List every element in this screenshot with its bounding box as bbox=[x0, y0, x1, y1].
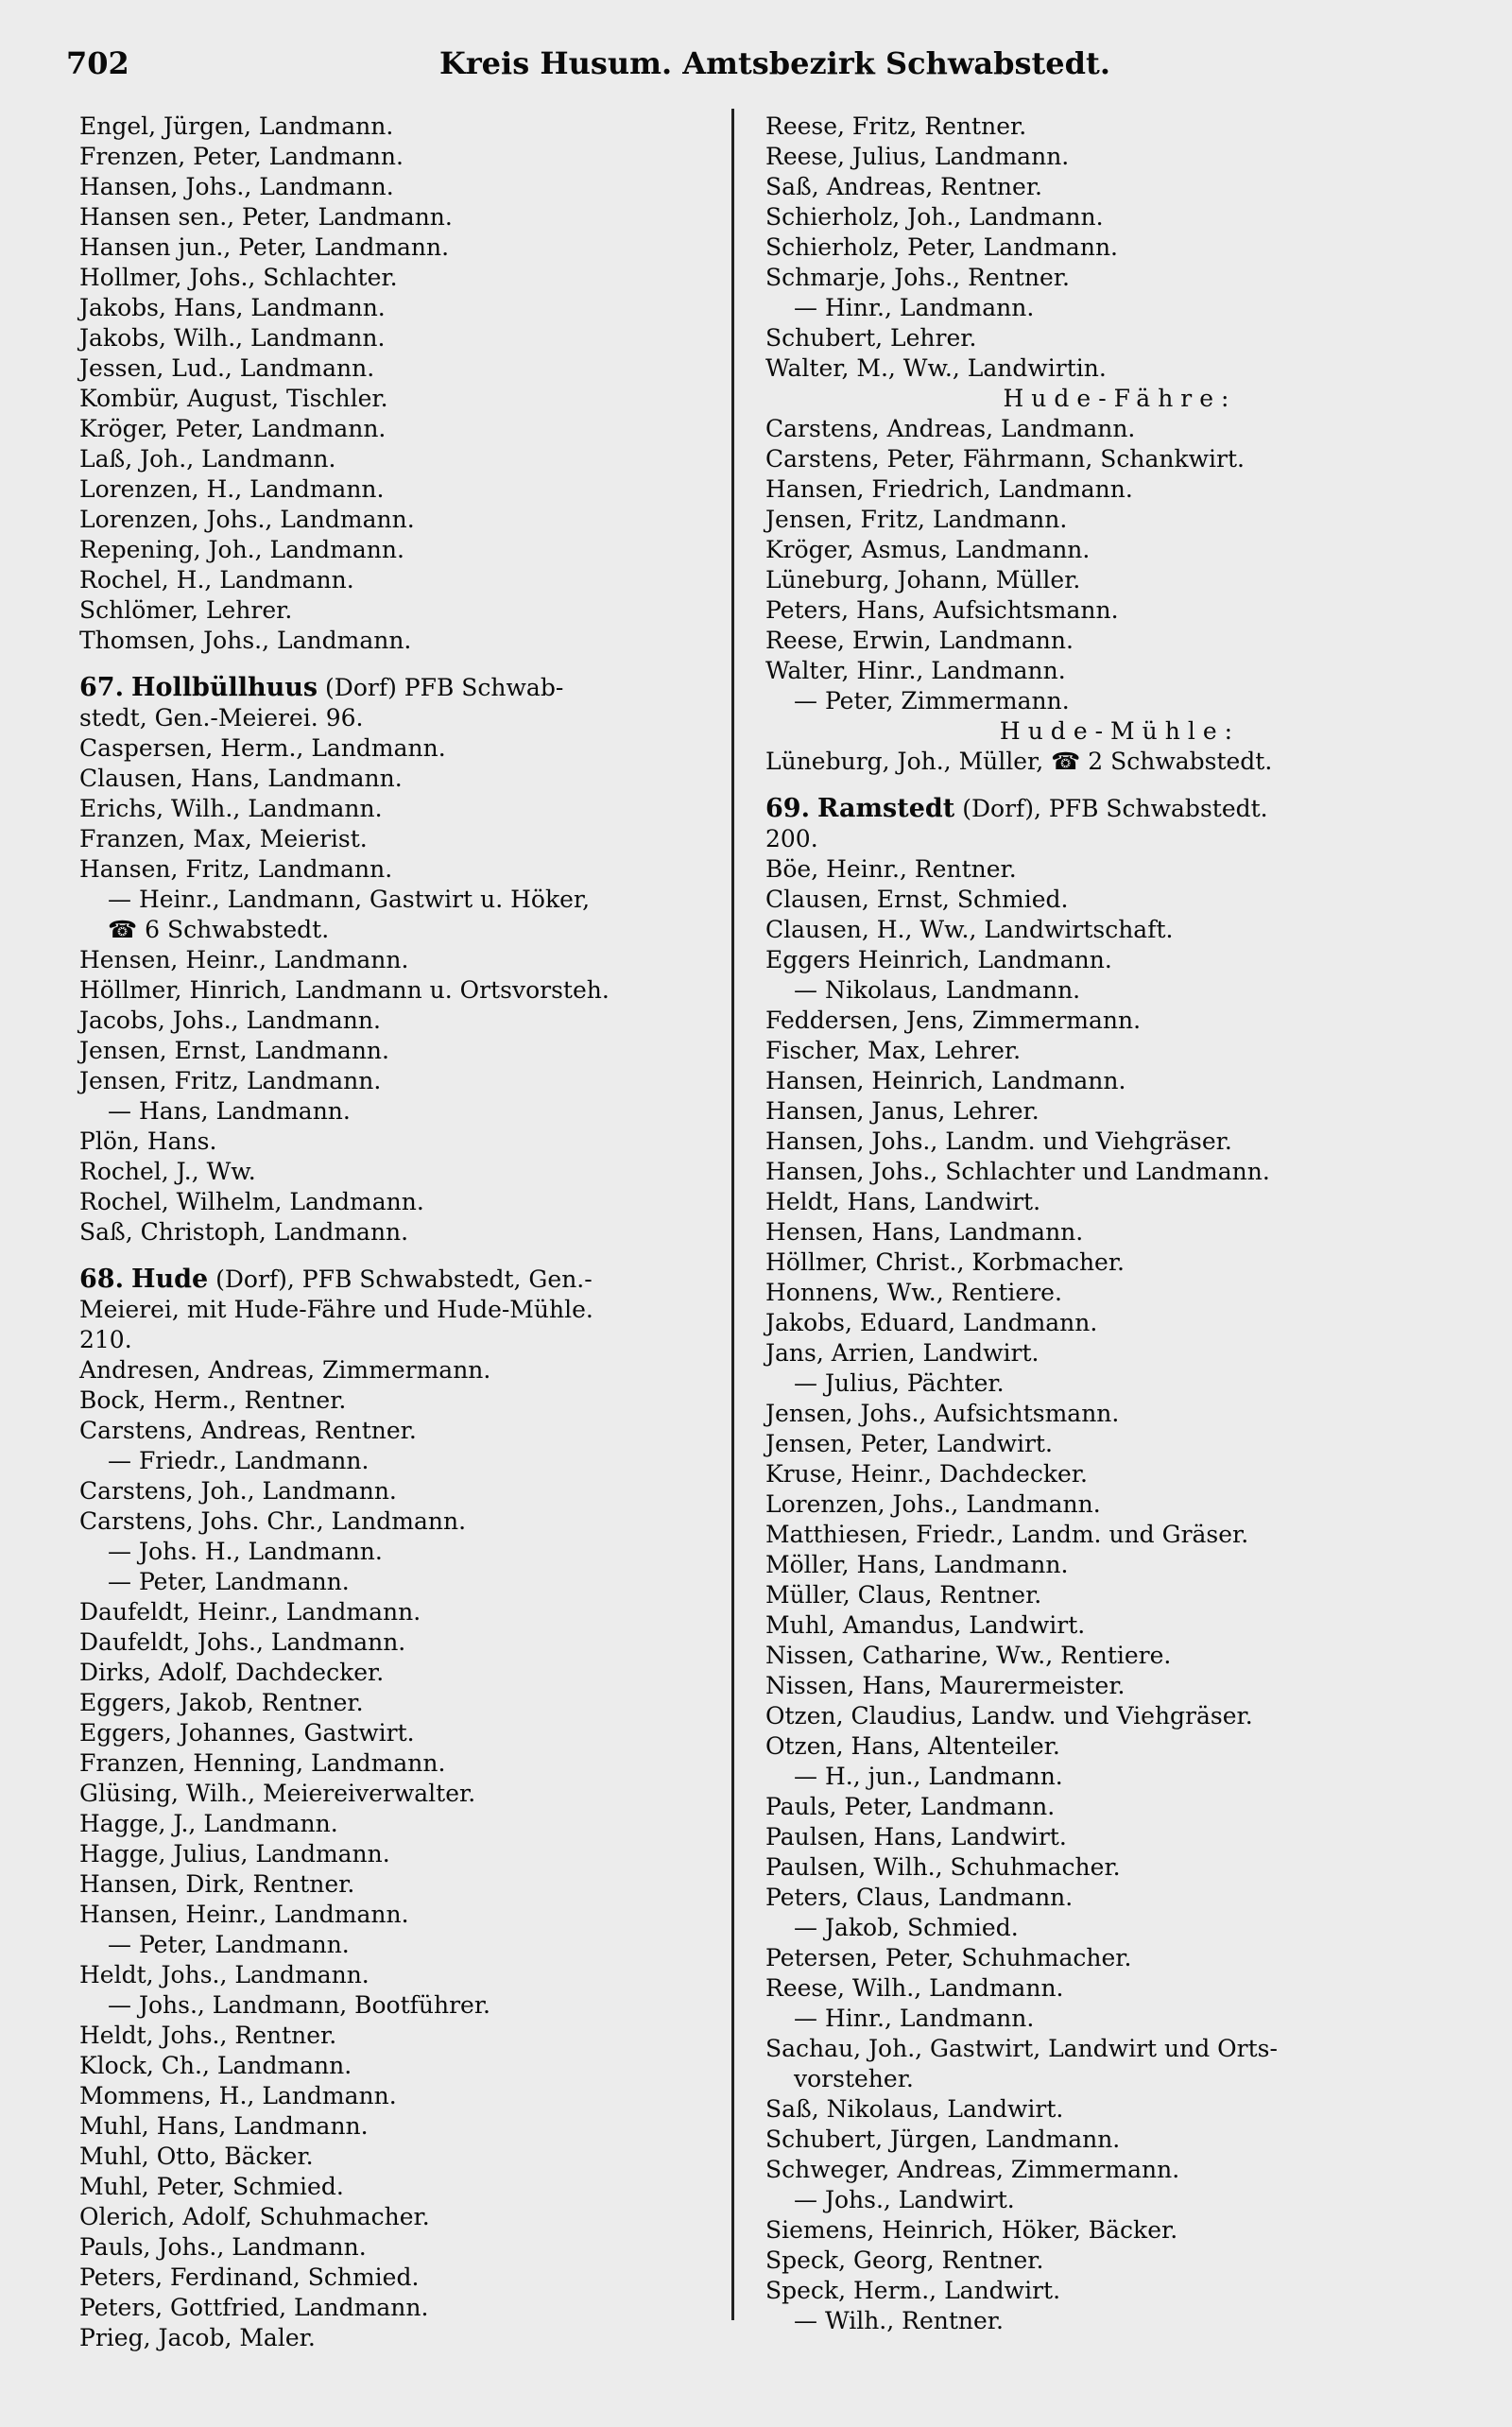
directory-entry: — Peter, Landmann. bbox=[108, 1568, 350, 1595]
page-number: 702 bbox=[66, 45, 129, 81]
directory-entry: Paulsen, Hans, Landwirt. bbox=[765, 1823, 1067, 1850]
right-column bbox=[765, 112, 1474, 2336]
section-68-entries bbox=[79, 1355, 760, 2353]
directory-entry: Plön, Hans. bbox=[79, 1127, 217, 1155]
directory-entry: Hansen, Heinr., Landmann. bbox=[79, 1901, 409, 1928]
directory-entry: Otzen, Claudius, Landw. und Viehgräser. bbox=[765, 1702, 1253, 1730]
section-68-heading bbox=[79, 1265, 760, 1355]
directory-entry: ☎ 6 Schwabstedt. bbox=[108, 916, 330, 943]
directory-entry: Jensen, Peter, Landwirt. bbox=[765, 1430, 1053, 1457]
directory-entry: Schweger, Andreas, Zimmermann. bbox=[765, 2156, 1180, 2183]
directory-entry: — Johs., Landwirt. bbox=[794, 2186, 1015, 2213]
directory-entry: Hansen, Johs., Schlachter und Landmann. bbox=[765, 1158, 1270, 1185]
directory-entry: Clausen, Hans, Landmann. bbox=[79, 765, 403, 792]
directory-entry: Nissen, Catharine, Ww., Rentiere. bbox=[765, 1642, 1172, 1669]
directory-entry: Hansen, Friedrich, Landmann. bbox=[765, 475, 1133, 503]
directory-entry: Peters, Hans, Aufsichtsmann. bbox=[765, 596, 1119, 624]
directory-entry: Möller, Hans, Landmann. bbox=[765, 1551, 1069, 1578]
directory-entry: Schierholz, Joh., Landmann. bbox=[765, 203, 1104, 231]
directory-entry: Reese, Fritz, Rentner. bbox=[765, 112, 1027, 140]
directory-entry: Bock, Herm., Rentner. bbox=[79, 1386, 347, 1414]
directory-entry: Muhl, Hans, Landmann. bbox=[79, 2112, 369, 2140]
directory-entry: Prieg, Jacob, Maler. bbox=[79, 2324, 316, 2351]
directory-entry: Böe, Heinr., Rentner. bbox=[765, 855, 1017, 883]
directory-entry: Carstens, Joh., Landmann. bbox=[79, 1477, 397, 1505]
directory-entry: Rochel, Wilhelm, Landmann. bbox=[79, 1188, 424, 1215]
directory-entry: Glüsing, Wilh., Meiereiverwalter. bbox=[79, 1780, 476, 1807]
directory-entry: vorsteher. bbox=[794, 2065, 914, 2092]
directory-entry: Siemens, Heinrich, Höker, Bäcker. bbox=[765, 2216, 1178, 2244]
directory-entry: Thomsen, Johs., Landmann. bbox=[79, 627, 412, 654]
subsection-hude-faehre: Hude-Fähre: bbox=[1003, 385, 1237, 412]
hude-faehre-entries bbox=[765, 414, 1474, 716]
directory-entry: Hagge, Julius, Landmann. bbox=[79, 1840, 390, 1868]
directory-entry: Jessen, Lud., Landmann. bbox=[79, 354, 375, 382]
directory-entry: Hensen, Hans, Landmann. bbox=[765, 1218, 1084, 1246]
left-top-entries bbox=[79, 112, 760, 656]
directory-entry: Reese, Julius, Landmann. bbox=[765, 143, 1070, 170]
directory-entry: Fischer, Max, Lehrer. bbox=[765, 1037, 1022, 1064]
directory-entry: Schubert, Jürgen, Landmann. bbox=[765, 2126, 1121, 2153]
directory-entry: Franzen, Henning, Landmann. bbox=[79, 1749, 446, 1777]
section-place: Hude bbox=[130, 1265, 209, 1294]
directory-entry: — Heinr., Landmann, Gastwirt u. Höker, bbox=[108, 886, 591, 913]
directory-entry: Clausen, Ernst, Schmied. bbox=[765, 886, 1069, 913]
directory-entry: Jakobs, Hans, Landmann. bbox=[79, 294, 386, 321]
directory-entry: Honnens, Ww., Rentiere. bbox=[765, 1279, 1062, 1306]
directory-entry: Repening, Joh., Landmann. bbox=[79, 536, 404, 563]
directory-entry: Eggers, Jakob, Rentner. bbox=[79, 1689, 364, 1716]
directory-entry: — Johs., Landmann, Bootführer. bbox=[108, 1991, 490, 2019]
directory-entry: Jensen, Fritz, Landmann. bbox=[765, 506, 1068, 533]
section-place: Hollbüllhuus bbox=[130, 673, 318, 702]
directory-entry: Daufeldt, Heinr., Landmann. bbox=[79, 1598, 421, 1626]
directory-entry: Höllmer, Christ., Korbmacher. bbox=[765, 1248, 1125, 1276]
directory-entry: — Hans, Landmann. bbox=[108, 1097, 351, 1125]
directory-entry: Paulsen, Wilh., Schuhmacher. bbox=[765, 1853, 1121, 1881]
directory-entry: Otzen, Hans, Altenteiler. bbox=[765, 1732, 1060, 1760]
directory-entry: — Julius, Pächter. bbox=[794, 1369, 1005, 1397]
directory-entry: Hagge, J., Landmann. bbox=[79, 1810, 338, 1837]
directory-entry: Pauls, Peter, Landmann. bbox=[765, 1793, 1056, 1820]
directory-entry: Dirks, Adolf, Dachdecker. bbox=[79, 1659, 385, 1686]
directory-entry: Hansen, Johs., Landm. und Viehgräser. bbox=[765, 1127, 1232, 1155]
section-details-line3: 210. bbox=[79, 1326, 132, 1353]
section-69-entries bbox=[765, 854, 1474, 2336]
directory-entry: Andresen, Andreas, Zimmermann. bbox=[79, 1356, 491, 1384]
directory-entry: Walter, M., Ww., Landwirtin. bbox=[765, 354, 1107, 382]
directory-entry: Kröger, Asmus, Landmann. bbox=[765, 536, 1091, 563]
directory-entry: Muhl, Otto, Bäcker. bbox=[79, 2143, 314, 2170]
directory-entry: Eggers Heinrich, Landmann. bbox=[765, 946, 1112, 973]
directory-entry: Hansen, Johs., Landmann. bbox=[79, 173, 394, 200]
directory-entry: — Jakob, Schmied. bbox=[794, 1914, 1019, 1941]
directory-entry: — Friedr., Landmann. bbox=[108, 1447, 369, 1474]
directory-entry: Klock, Ch., Landmann. bbox=[79, 2052, 352, 2079]
directory-entry: Feddersen, Jens, Zimmermann. bbox=[765, 1007, 1142, 1034]
directory-entry: Matthiesen, Friedr., Landm. und Gräser. bbox=[765, 1521, 1249, 1548]
directory-entry: Franzen, Max, Meierist. bbox=[79, 825, 368, 852]
section-details-line2: 200. bbox=[765, 825, 818, 852]
directory-entry: Caspersen, Herm., Landmann. bbox=[79, 734, 446, 762]
section-number: 68. bbox=[79, 1265, 124, 1294]
directory-entry: Jensen, Fritz, Landmann. bbox=[79, 1067, 382, 1094]
directory-entry: Peters, Gottfried, Landmann. bbox=[79, 2294, 429, 2321]
directory-entry: Heldt, Johs., Landmann. bbox=[79, 1961, 369, 1988]
directory-entry: — Nikolaus, Landmann. bbox=[794, 976, 1081, 1004]
directory-entry: — Hinr., Landmann. bbox=[794, 2005, 1035, 2032]
directory-entry: Rochel, H., Landmann. bbox=[79, 566, 354, 594]
subsection-hude-muehle: Hude-Mühle: bbox=[999, 717, 1241, 745]
directory-entry: Lorenzen, Johs., Landmann. bbox=[79, 506, 415, 533]
directory-entry: Nissen, Hans, Maurermeister. bbox=[765, 1672, 1125, 1699]
directory-entry: Hansen jun., Peter, Landmann. bbox=[79, 233, 450, 261]
directory-entry: Kruse, Heinr., Dachdecker. bbox=[765, 1460, 1088, 1488]
directory-entry: Reese, Erwin, Landmann. bbox=[765, 627, 1074, 654]
section-details: (Dorf), PFB Schwabstedt. bbox=[962, 795, 1268, 822]
directory-entry: Saß, Christoph, Landmann. bbox=[79, 1218, 409, 1246]
directory-entry: Hansen, Janus, Lehrer. bbox=[765, 1097, 1040, 1125]
directory-entry: Jakobs, Eduard, Landmann. bbox=[765, 1309, 1098, 1336]
section-details: (Dorf), PFB Schwabstedt, Gen.- bbox=[215, 1265, 593, 1293]
directory-entry: Peters, Ferdinand, Schmied. bbox=[79, 2263, 420, 2291]
directory-entry: Engel, Jürgen, Landmann. bbox=[79, 112, 394, 140]
running-head bbox=[66, 40, 1474, 87]
directory-entry: Schierholz, Peter, Landmann. bbox=[765, 233, 1118, 261]
directory-entry: Petersen, Peter, Schuhmacher. bbox=[765, 1944, 1132, 1971]
directory-entry: Frenzen, Peter, Landmann. bbox=[79, 143, 404, 170]
directory-entry: Hansen, Fritz, Landmann. bbox=[79, 855, 393, 883]
directory-entry: Hansen, Dirk, Rentner. bbox=[79, 1870, 355, 1898]
directory-entry: Rochel, J., Ww. bbox=[79, 1158, 256, 1185]
directory-entry: Lorenzen, Johs., Landmann. bbox=[765, 1490, 1101, 1518]
directory-entry: Saß, Andreas, Rentner. bbox=[765, 173, 1042, 200]
section-67-entries bbox=[79, 733, 760, 1248]
directory-entry: Lorenzen, H., Landmann. bbox=[79, 475, 385, 503]
directory-entry: Peters, Claus, Landmann. bbox=[765, 1884, 1074, 1911]
directory-entry: Lüneburg, Johann, Müller. bbox=[765, 566, 1081, 594]
directory-entry: Speck, Herm., Landwirt. bbox=[765, 2277, 1061, 2304]
directory-entry: Speck, Georg, Rentner. bbox=[765, 2246, 1044, 2274]
section-details: (Dorf) PFB Schwab- bbox=[325, 674, 564, 701]
directory-entry: Jans, Arrien, Landwirt. bbox=[765, 1339, 1040, 1367]
directory-entry: Mommens, H., Landmann. bbox=[79, 2082, 397, 2109]
directory-entry: — Wilh., Rentner. bbox=[794, 2307, 1004, 2334]
directory-entry: Jensen, Johs., Aufsichtsmann. bbox=[765, 1400, 1120, 1427]
directory-entry: Erichs, Wilh., Landmann. bbox=[79, 795, 383, 822]
directory-entry: Sachau, Joh., Gastwirt, Landwirt und Orts- bbox=[765, 2035, 1278, 2062]
directory-entry: Muhl, Amandus, Landwirt. bbox=[765, 1611, 1086, 1639]
section-69-heading bbox=[765, 794, 1474, 854]
directory-entry: Eggers, Johannes, Gastwirt. bbox=[79, 1719, 415, 1747]
directory-entry: Carstens, Andreas, Landmann. bbox=[765, 415, 1136, 442]
directory-entry: Clausen, H., Ww., Landwirtschaft. bbox=[765, 916, 1174, 943]
directory-entry: Müller, Claus, Rentner. bbox=[765, 1581, 1042, 1609]
directory-entry: Walter, Hinr., Landmann. bbox=[765, 657, 1066, 684]
directory-entry: Hansen, Heinrich, Landmann. bbox=[765, 1067, 1126, 1094]
section-details-line2: Meierei, mit Hude-Fähre und Hude-Mühle. bbox=[79, 1296, 593, 1323]
directory-entry: Pauls, Johs., Landmann. bbox=[79, 2233, 367, 2261]
directory-entry: Hensen, Heinr., Landmann. bbox=[79, 946, 409, 973]
section-67-heading bbox=[79, 673, 760, 733]
directory-entry: — Johs. H., Landmann. bbox=[108, 1538, 383, 1565]
directory-entry: Schubert, Lehrer. bbox=[765, 324, 977, 352]
section-place: Ramstedt bbox=[816, 794, 955, 823]
section-details-line2: stedt, Gen.-Meierei. 96. bbox=[79, 704, 364, 732]
directory-entry: Heldt, Johs., Rentner. bbox=[79, 2022, 337, 2049]
directory-entry: Laß, Joh., Landmann. bbox=[79, 445, 336, 473]
hude-muehle-entries bbox=[765, 747, 1474, 777]
directory-entry: Schlömer, Lehrer. bbox=[79, 596, 293, 624]
directory-entry: Carstens, Peter, Fährmann, Schankwirt. bbox=[765, 445, 1245, 473]
running-title: Kreis Husum. Amtsbezirk Schwabstedt. bbox=[439, 45, 1110, 81]
directory-entry: Kombür, August, Tischler. bbox=[79, 385, 388, 412]
left-column bbox=[79, 112, 760, 2353]
section-number: 69. bbox=[765, 794, 810, 823]
directory-entry: Muhl, Peter, Schmied. bbox=[79, 2173, 344, 2200]
directory-entry: Kröger, Peter, Landmann. bbox=[79, 415, 387, 442]
directory-entry: Jacobs, Johs., Landmann. bbox=[79, 1007, 381, 1034]
directory-entry: Daufeldt, Johs., Landmann. bbox=[79, 1628, 406, 1656]
directory-entry: Lüneburg, Joh., Müller, ☎ 2 Schwabstedt. bbox=[765, 748, 1273, 775]
directory-entry: Carstens, Johs. Chr., Landmann. bbox=[79, 1507, 467, 1535]
directory-entry: Höllmer, Hinrich, Landmann u. Ortsvorsteh. bbox=[79, 976, 610, 1004]
directory-entry: — Peter, Landmann. bbox=[108, 1931, 350, 1958]
directory-entry: Jakobs, Wilh., Landmann. bbox=[79, 324, 386, 352]
directory-entry: — H., jun., Landmann. bbox=[794, 1763, 1063, 1790]
directory-entry: Hansen sen., Peter, Landmann. bbox=[79, 203, 453, 231]
section-number: 67. bbox=[79, 673, 124, 702]
directory-entry: Heldt, Hans, Landwirt. bbox=[765, 1188, 1041, 1215]
directory-entry: — Hinr., Landmann. bbox=[794, 294, 1035, 321]
directory-entry: Carstens, Andreas, Rentner. bbox=[79, 1417, 417, 1444]
directory-entry: — Peter, Zimmermann. bbox=[794, 687, 1070, 714]
directory-entry: Schmarje, Johs., Rentner. bbox=[765, 264, 1070, 291]
right-top-entries bbox=[765, 112, 1474, 384]
directory-entry: Olerich, Adolf, Schuhmacher. bbox=[79, 2203, 430, 2230]
directory-entry: Hollmer, Johs., Schlachter. bbox=[79, 264, 398, 291]
directory-entry: Jensen, Ernst, Landmann. bbox=[79, 1037, 389, 1064]
directory-entry: Reese, Wilh., Landmann. bbox=[765, 1974, 1064, 2002]
directory-entry: Saß, Nikolaus, Landwirt. bbox=[765, 2095, 1064, 2123]
